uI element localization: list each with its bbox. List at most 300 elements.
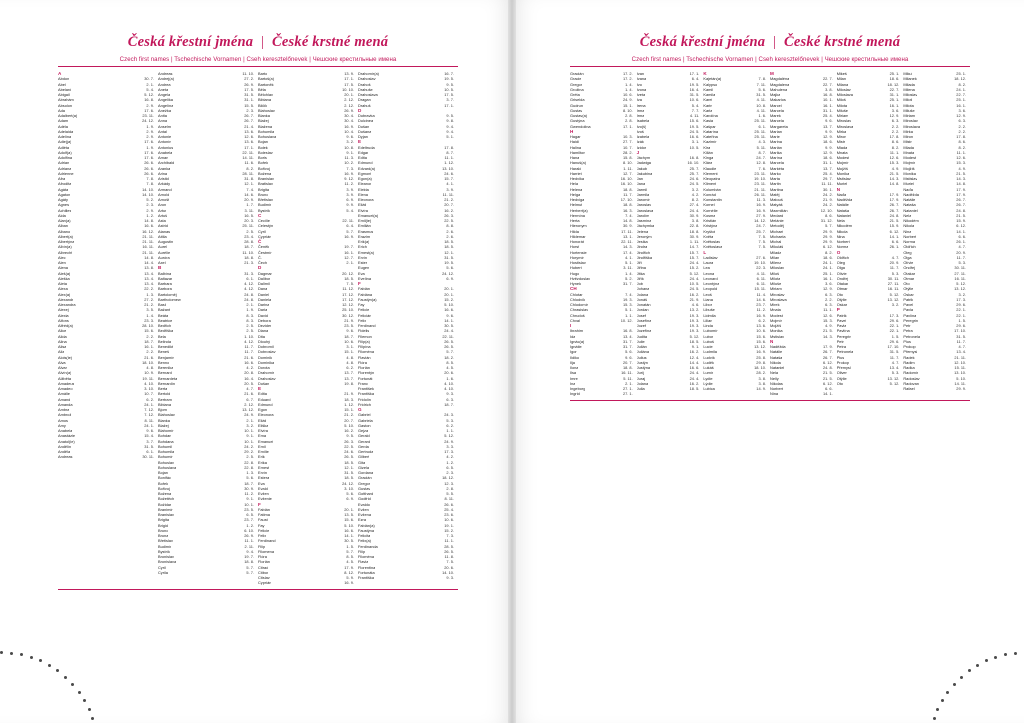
- name-label: Aliz: [58, 349, 65, 355]
- name-date: 14. 3.: [889, 176, 900, 181]
- name-label: Přemysl: [836, 365, 851, 370]
- name-date: 10. 4.: [344, 128, 354, 134]
- name-label: Arnold: [158, 191, 170, 197]
- name-date: 9. 6.: [346, 328, 354, 334]
- letter-heading: D: [358, 107, 362, 113]
- name-label: Gustav: [570, 107, 583, 113]
- name-date: 5. 11.: [623, 375, 633, 381]
- name-label: Eliška: [258, 422, 269, 428]
- name-date: 18. 5.: [444, 244, 454, 250]
- name-date: 16. 2.: [689, 291, 700, 297]
- name-date: 20. 5.: [244, 380, 254, 386]
- name-date: 20. 7.: [622, 359, 633, 365]
- name-label: Marko: [770, 170, 781, 176]
- name-date: 1. 6.: [446, 375, 454, 381]
- name-date: 2. 2.: [958, 128, 967, 134]
- name-label: Ester: [358, 260, 368, 265]
- name-label: Marcela: [770, 160, 784, 166]
- name-date: 24. 8.: [889, 212, 900, 218]
- name-date: 2. 1.: [625, 380, 633, 386]
- name-label: Filip: [358, 548, 366, 554]
- name-label: Anežka: [158, 107, 171, 113]
- letter-heading: K: [703, 71, 707, 76]
- name-date: 17. 3.: [444, 449, 454, 454]
- name-date: 3. 8.: [758, 380, 767, 386]
- name-date: 2. 12.: [244, 401, 254, 407]
- name-date: 17. 5.: [444, 92, 454, 97]
- name-date: 8. 2.: [958, 144, 967, 150]
- name-date: 5. 5.: [446, 491, 454, 496]
- name-label: Antal: [158, 128, 167, 134]
- name-label: Metoděj: [770, 223, 784, 229]
- name-date: 3. 6.: [958, 107, 967, 113]
- name-date: 2. 9.: [146, 134, 154, 139]
- name-label: Modest: [770, 312, 783, 318]
- name-label: Drahomír: [258, 370, 275, 376]
- name-label: Helena: [570, 186, 583, 192]
- name-label: Adrienne: [58, 170, 74, 176]
- name-date: 18. 5.: [344, 275, 354, 281]
- name-label: Konstantin: [703, 197, 722, 202]
- name-label: Michael: [770, 228, 784, 234]
- name-label: Fatima: [258, 512, 270, 517]
- name-label: Dominik: [258, 354, 273, 360]
- name-date: 21. 6.: [244, 354, 254, 360]
- name-label: Eugen: [358, 265, 370, 271]
- name-column: [258, 71, 358, 586]
- name-label: Hilda: [570, 228, 579, 234]
- name-date: 28. 8.: [244, 239, 254, 244]
- name-date: 10. 6.: [344, 338, 354, 344]
- name-label: Muriel: [836, 181, 848, 187]
- name-label: Majka: [770, 92, 781, 97]
- footer-rule-left: [58, 589, 458, 590]
- name-date: 14. 12.: [754, 218, 767, 223]
- name-date: 26. 7.: [889, 202, 900, 208]
- name-label: Božetěch: [158, 496, 175, 502]
- name-date: 2. 3.: [146, 202, 154, 208]
- name-label: Oto: [836, 291, 843, 297]
- name-label: Ivo: [636, 81, 642, 87]
- name-date: 19. 10.: [754, 260, 767, 265]
- name-label: Antonius: [158, 144, 174, 150]
- name-date: 8. 2.: [958, 81, 967, 87]
- name-date: 4. 11.: [756, 107, 767, 113]
- name-date: 25. 7.: [756, 228, 767, 234]
- name-label: Eliáš: [358, 202, 367, 208]
- name-date: 29. 9.: [822, 228, 833, 234]
- name-date: 7. 8.: [146, 176, 154, 181]
- name-date: 9. 1.: [246, 496, 254, 502]
- name-label: Dragan: [358, 97, 371, 103]
- name-date: 16. 8.: [689, 155, 700, 160]
- name-label: Job: [636, 281, 643, 286]
- name-label: Jesika: [636, 239, 648, 244]
- name-label: Monika: [770, 328, 783, 334]
- name-label: Lubomír: [703, 328, 718, 334]
- title-czech: Česká křestní jména: [639, 34, 766, 50]
- name-label: Astrid: [158, 223, 168, 229]
- binding-dot: [20, 653, 23, 656]
- name-date: 7. 4.: [246, 186, 254, 192]
- name-date: 31. 7.: [622, 281, 633, 286]
- binding-dot: [64, 676, 67, 679]
- name-date: 3. 2.: [958, 291, 967, 297]
- name-label: Jeroným: [636, 233, 652, 239]
- name-label: Alois(ie): [58, 354, 73, 360]
- name-label: Jurij: [636, 370, 644, 376]
- name-date: 4. 7.: [891, 359, 900, 365]
- name-date: 19. 5.: [689, 81, 700, 87]
- name-date: 4. 12.: [244, 281, 254, 286]
- name-date: 20. 6.: [444, 564, 454, 570]
- name-date: 8. 3.: [246, 317, 254, 323]
- name-label: Miroslav: [770, 291, 785, 297]
- name-label: Alban: [58, 223, 68, 229]
- name-label: Felix: [358, 317, 367, 323]
- name-date: 13. 7.: [822, 165, 833, 171]
- name-label: Bernardín: [158, 380, 176, 386]
- name-label: Julián: [636, 344, 647, 349]
- name-date: 14. 1.: [822, 391, 833, 397]
- name-date: 2. 5.: [246, 454, 254, 460]
- name-label: Miron: [836, 134, 847, 139]
- name-label: Laura: [703, 260, 714, 265]
- name-date: 3. 9.: [446, 186, 454, 192]
- name-label: Eliáš: [258, 417, 267, 423]
- name-label: Bartoloměj: [158, 291, 177, 297]
- name-label: Petr: [836, 338, 844, 344]
- name-date: 16. 1.: [822, 102, 833, 108]
- name-date: 3. 2.: [691, 186, 700, 192]
- name-label: Pavel: [903, 302, 914, 307]
- name-label: Kateřina: [703, 134, 718, 139]
- name-label: Dušana: [358, 128, 372, 134]
- name-date: 27. 11.: [954, 270, 967, 276]
- name-label: Milota: [903, 102, 914, 108]
- name-label: Čeněk: [258, 244, 270, 250]
- name-date: 11. 1.: [956, 149, 967, 155]
- name-label: Marek: [770, 113, 781, 118]
- name-label: Hugo: [570, 270, 580, 276]
- name-date: 15. 2.: [689, 265, 700, 271]
- name-label: Emil(ie): [358, 218, 372, 223]
- name-label: Hagar: [570, 134, 581, 139]
- name-label: Luděk: [703, 359, 714, 365]
- name-label: Jakub: [636, 165, 648, 171]
- name-date: 5. 2.: [625, 275, 633, 281]
- name-label: Felicián: [358, 312, 372, 318]
- name-label: Faustýna: [358, 527, 375, 533]
- name-label: Chval: [570, 317, 580, 323]
- name-date: 2. 8.: [625, 113, 633, 118]
- name-date: 16. 2.: [689, 380, 700, 386]
- name-label: Oleg: [903, 249, 912, 255]
- name-label: Izák: [636, 139, 644, 145]
- name-label: Jasmína: [636, 218, 652, 223]
- name-date: 14. 3.: [622, 244, 633, 250]
- name-label: Břetislav: [158, 538, 173, 544]
- name-date: 21. 5.: [822, 375, 833, 381]
- name-label: Kamil: [703, 86, 714, 92]
- name-date: 26. 9.: [244, 81, 254, 87]
- name-label: Běla: [258, 86, 266, 92]
- name-date: 11. 1.: [889, 149, 900, 155]
- name-label: Evald: [258, 485, 268, 491]
- name-date: 24. 1.: [822, 265, 833, 271]
- name-date: 12. 6.: [956, 155, 967, 160]
- name-label: Hynek: [570, 281, 582, 286]
- name-label: Přemysl: [903, 349, 918, 355]
- name-date: 17. 9.: [889, 197, 900, 202]
- name-label: Andrea: [158, 81, 171, 87]
- name-label: František: [358, 386, 374, 391]
- name-date: 31. 7.: [622, 344, 633, 349]
- name-label: Bartoněk: [258, 81, 274, 87]
- footer-rule-right: [570, 400, 970, 401]
- name-date: 18. 7.: [344, 333, 354, 339]
- name-date: 16. 5.: [244, 212, 254, 218]
- name-date: 5. 3.: [958, 260, 967, 265]
- name-date: 8. 2.: [246, 165, 254, 171]
- name-date: 16. 1.: [956, 102, 967, 108]
- name-label: Č.: [258, 254, 262, 260]
- name-label: Alexia: [58, 312, 69, 318]
- name-date: 6. 1.: [246, 275, 254, 281]
- name-label: Axel: [158, 260, 166, 265]
- name-date: 16. 11.: [621, 370, 633, 376]
- name-label: Otakar: [836, 281, 849, 286]
- name-label: Griselda: [570, 97, 585, 103]
- name-label: Florián: [358, 365, 370, 370]
- name-date: 7. 12.: [144, 412, 154, 418]
- name-date: 5. 9.: [346, 575, 354, 580]
- name-label: Eleonora: [258, 412, 274, 418]
- name-label: Egon(a): [358, 176, 372, 181]
- name-date: 22. 1.: [956, 312, 967, 318]
- name-date: 5. 7.: [346, 548, 354, 554]
- name-date: 24. 4.: [689, 375, 700, 381]
- name-date: 3. 7.: [146, 438, 154, 444]
- name-date: 3. 3.: [446, 443, 454, 449]
- name-label: Artur: [158, 207, 167, 213]
- name-date: 6. 1.: [146, 449, 154, 454]
- name-columns-right: [570, 71, 970, 397]
- name-label: Budimír: [258, 202, 272, 208]
- name-label: Ondřej: [903, 265, 916, 271]
- name-date: 7. 5.: [758, 244, 767, 250]
- binding-dot: [91, 717, 94, 720]
- name-date: 25. 4.: [822, 170, 833, 176]
- name-label: Monika: [903, 170, 916, 176]
- left-page-content: [58, 34, 458, 590]
- name-label: Nataniel: [836, 212, 851, 218]
- name-date: 8. 7.: [446, 149, 454, 155]
- name-label: Mirka: [836, 128, 847, 134]
- name-date: 1. 9.: [146, 144, 154, 150]
- binding-dot: [985, 659, 988, 662]
- name-date: 10. 1.: [822, 97, 833, 103]
- name-date: 10. 7.: [144, 391, 154, 397]
- name-label: Mojžíš: [836, 165, 848, 171]
- name-date: 19. 7.: [244, 554, 254, 559]
- name-label: Bruno: [258, 191, 269, 197]
- name-date: 1. 2.: [146, 212, 154, 218]
- name-date: 14. 6.: [244, 191, 254, 197]
- name-label: Oliver: [836, 370, 847, 376]
- name-label: Ladislav: [703, 254, 718, 260]
- name-date: 13. 10.: [954, 370, 967, 376]
- name-column: [903, 71, 970, 397]
- name-date: 24. 7.: [756, 155, 767, 160]
- name-date: 21. 5.: [822, 328, 833, 334]
- name-date: 16. 4.: [689, 86, 700, 92]
- name-date: 26. 1.: [956, 239, 967, 244]
- name-label: Pavla: [903, 307, 914, 313]
- name-label: Ivoš: [636, 128, 644, 134]
- name-label: Nataša: [903, 202, 916, 208]
- name-date: 10. 6.: [444, 517, 454, 523]
- name-date: 23. 11.: [754, 170, 767, 176]
- name-date: 9. 9.: [825, 144, 833, 150]
- name-date: 5. 6.: [346, 491, 354, 496]
- name-label: Gracián: [358, 475, 372, 481]
- name-date: 24. 1.: [144, 422, 154, 428]
- name-date: 9. 1.: [246, 433, 254, 439]
- name-label: Budimír: [158, 543, 172, 549]
- name-date: 28. 2.: [756, 370, 767, 376]
- name-date: 26. 6.: [144, 165, 154, 171]
- name-label: Dušan: [358, 123, 370, 129]
- name-label: Bolek: [258, 144, 268, 150]
- name-label: Nikola: [770, 359, 781, 365]
- name-date: 5. 12.: [889, 380, 900, 386]
- name-label: Baltazar: [158, 275, 173, 281]
- name-label: Patrik: [836, 312, 847, 318]
- name-date: 5. 6.: [446, 265, 454, 271]
- name-date: 17. 3.: [956, 296, 967, 302]
- name-label: Milan: [836, 76, 846, 82]
- name-label: Egmont: [358, 170, 372, 176]
- name-date: 30. 1.: [822, 186, 833, 192]
- name-date: 15. 6.: [144, 328, 154, 334]
- name-date: 12. 6.: [244, 134, 254, 139]
- name-date: 16. 9.: [756, 312, 767, 318]
- name-label: Milana: [836, 81, 849, 87]
- name-date: 18. 12.: [887, 81, 900, 87]
- name-date: 4. 5.: [446, 365, 454, 370]
- name-label: Kinga: [703, 155, 714, 160]
- name-date: 28. 5.: [444, 543, 454, 549]
- name-label: Brigita: [158, 517, 170, 523]
- name-label: Oskar: [903, 291, 914, 297]
- name-label: Brigid: [158, 522, 168, 528]
- name-label: Juraj: [636, 375, 646, 381]
- name-date: 4. 12.: [244, 286, 254, 292]
- name-label: Drahoslav: [258, 375, 276, 381]
- name-label: Beáta: [158, 312, 169, 318]
- name-label: Arkády: [158, 181, 171, 187]
- name-date: 30. 12.: [342, 312, 354, 318]
- name-date: 6. 3.: [825, 302, 833, 307]
- name-date: 24. 1.: [822, 260, 833, 265]
- name-date: 24. 8.: [244, 296, 254, 302]
- name-date: 2. 5.: [246, 328, 254, 334]
- name-label: Bořivoj: [258, 165, 270, 171]
- name-label: Natálie: [770, 349, 783, 355]
- name-label: Michaela: [770, 233, 786, 239]
- name-date: 18. 6.: [889, 76, 900, 82]
- name-label: Andreas: [158, 71, 173, 76]
- letter-heading: L: [703, 249, 707, 255]
- name-label: Marika: [770, 149, 782, 155]
- name-label: Milada: [770, 249, 782, 255]
- name-date: 15. 3.: [956, 160, 967, 166]
- name-date: 7. 4.: [625, 291, 633, 297]
- name-label: Godfrid: [358, 496, 371, 502]
- name-label: Ludmila: [703, 349, 717, 355]
- name-label: Mnata: [770, 307, 781, 313]
- name-label: Mojmír: [770, 317, 782, 323]
- name-date: 8. 2.: [825, 249, 833, 255]
- name-date: 6. 9.: [346, 496, 354, 502]
- name-date: 16. 9.: [344, 170, 354, 176]
- name-label: Daria: [258, 307, 268, 313]
- name-date: 5. 1.: [625, 260, 633, 265]
- name-date: 8. 11.: [444, 496, 454, 502]
- name-date: 13. 7.: [344, 370, 354, 376]
- name-label: Alexandr: [58, 296, 74, 302]
- name-label: Nela: [770, 370, 779, 376]
- name-date: 5. 12.: [889, 291, 900, 297]
- name-label: Bruna: [158, 533, 169, 538]
- name-label: Nelly: [770, 375, 779, 381]
- name-date: 29. 7.: [822, 176, 833, 181]
- name-date: 24. 4.: [444, 328, 454, 334]
- name-date: 14. 8.: [622, 218, 633, 223]
- name-date: 16. 4.: [244, 375, 254, 381]
- name-label: Grožina: [570, 86, 584, 92]
- name-label: Bohdan: [158, 433, 172, 439]
- name-label: Albrecht: [58, 249, 73, 255]
- name-date: 17. 10.: [887, 344, 900, 349]
- name-date: 14. 11.: [954, 380, 967, 386]
- name-label: Beatrice: [158, 317, 173, 323]
- name-date: 8. 5.: [346, 554, 354, 559]
- name-date: 25. 7.: [689, 170, 700, 176]
- name-date: 7. 5.: [758, 233, 767, 239]
- name-date: 12. 4.: [689, 354, 700, 360]
- name-label: Egon: [258, 407, 268, 412]
- binding-dot: [968, 669, 971, 672]
- name-date: 2. 5.: [246, 228, 254, 234]
- name-label: Florián: [258, 559, 270, 565]
- name-label: Armand: [158, 186, 172, 192]
- name-label: Miriam: [836, 113, 849, 118]
- title-slovak: České krstné mená: [784, 34, 901, 50]
- name-date: 20. 6.: [444, 370, 454, 376]
- name-date: 7. 11.: [756, 81, 767, 87]
- name-date: 16. 2.: [344, 428, 354, 433]
- name-label: Bystrík: [258, 207, 270, 213]
- name-label: Ctibor: [258, 569, 269, 575]
- name-date: 10. 1.: [244, 501, 254, 507]
- name-label: Dalibor: [258, 275, 271, 281]
- name-label: Bronislava: [158, 559, 177, 565]
- name-date: 5. 7.: [446, 349, 454, 355]
- name-label: Filomena: [258, 548, 275, 554]
- name-date: 20. 3.: [244, 218, 254, 223]
